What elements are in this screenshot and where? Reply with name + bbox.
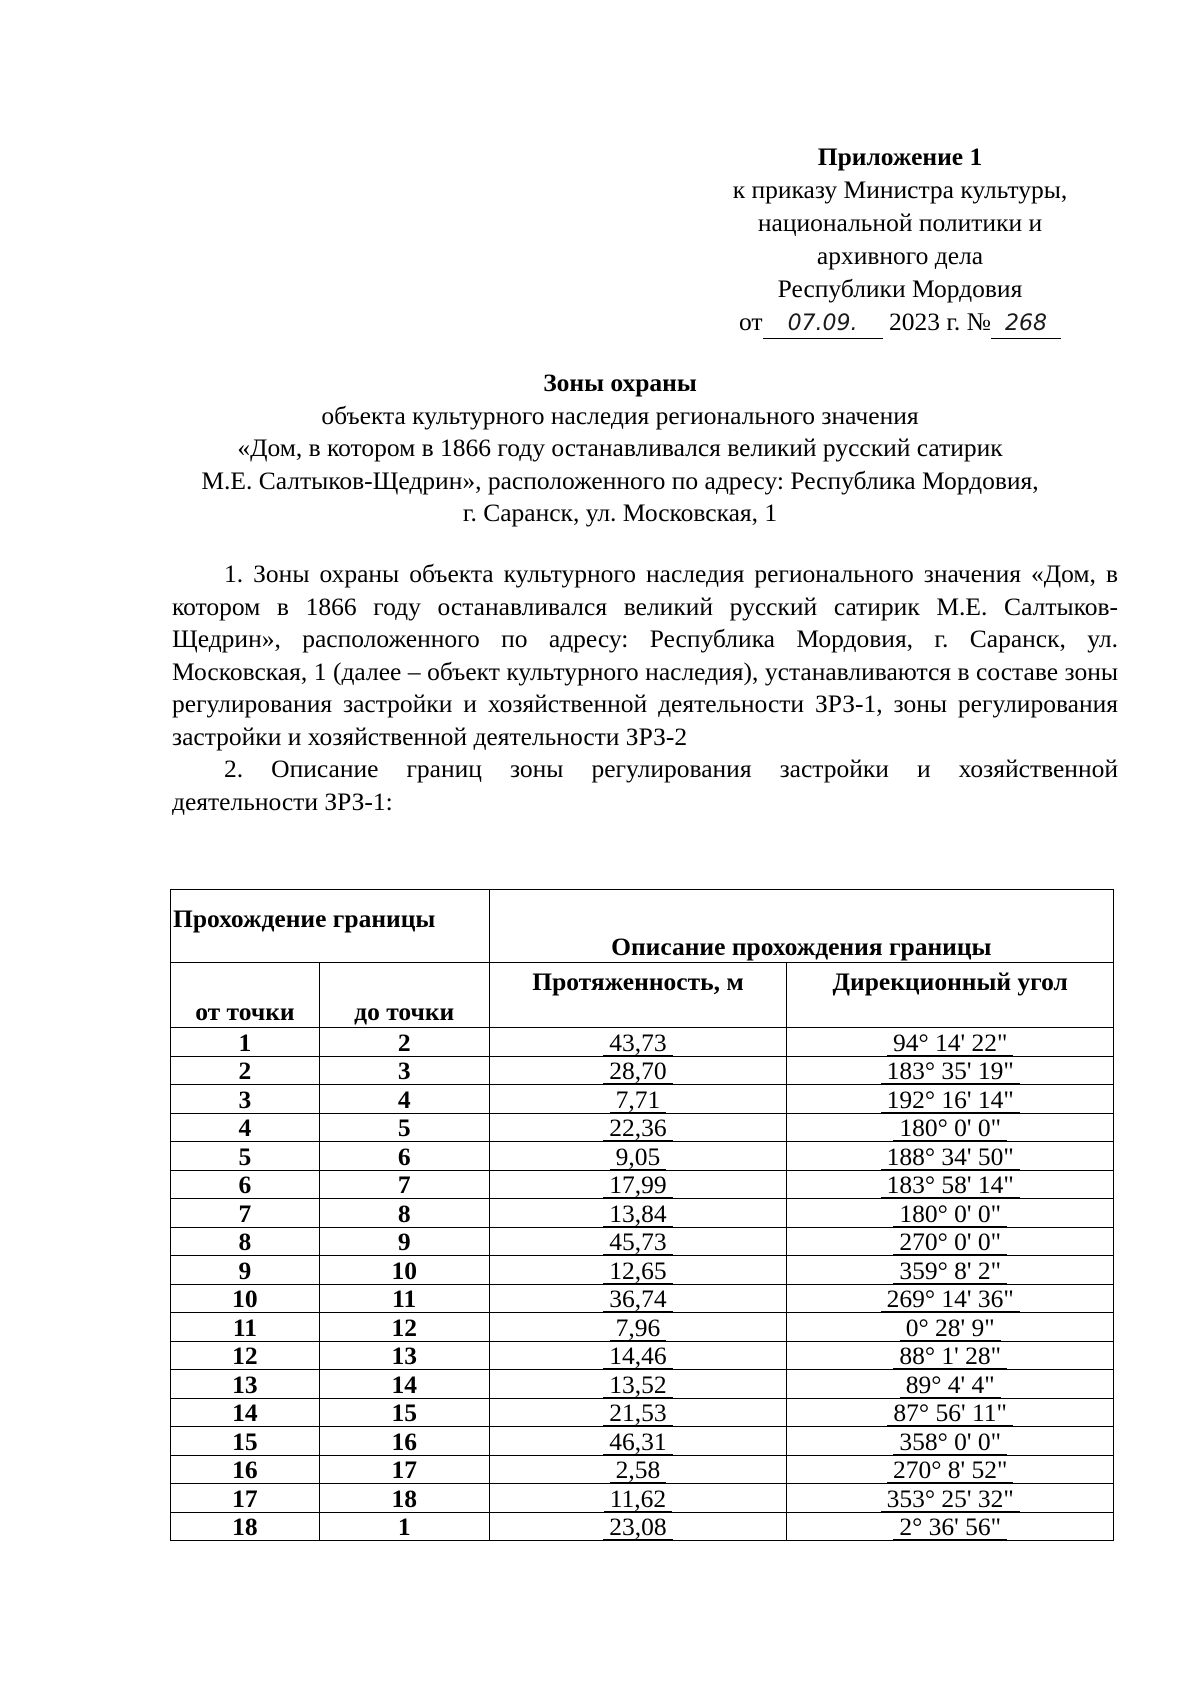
- table-row: [171, 1398, 1114, 1427]
- cell-length: [489, 1341, 787, 1370]
- boundary-table: [170, 889, 1114, 1541]
- cell-angle-value: 89° 4' 4": [900, 1373, 1001, 1398]
- cell-length-value: 17,99: [603, 1173, 672, 1198]
- cell-angle: [787, 1085, 1114, 1114]
- cell-from-value: 6: [238, 1170, 252, 1199]
- header-angle: Дирекционный угол: [787, 963, 1114, 1028]
- cell-to: [319, 1341, 489, 1370]
- cell-to-value: 18: [391, 1483, 417, 1513]
- body-text: [172, 558, 1118, 818]
- appendix-title: Приложение 1: [817, 142, 983, 171]
- cell-angle-value: 359° 8' 2": [893, 1259, 1007, 1284]
- table-row: [171, 1512, 1114, 1541]
- cell-angle-value: 183° 58' 14": [881, 1173, 1020, 1198]
- cell-length-value: 22,36: [603, 1116, 672, 1141]
- cell-angle: [787, 1370, 1114, 1399]
- cell-length-value: 7,96: [610, 1316, 667, 1341]
- table-row: [171, 1341, 1114, 1370]
- cell-angle: [787, 1512, 1114, 1541]
- cell-length-value: 7,71: [610, 1088, 667, 1113]
- handwritten-date: 07.09.: [763, 310, 883, 339]
- cell-from-value: 1: [238, 1027, 252, 1057]
- cell-angle: [787, 1113, 1114, 1142]
- cell-length: [489, 1455, 787, 1484]
- cell-from: [171, 1512, 320, 1541]
- cell-length: [489, 1370, 787, 1399]
- cell-to-value: 5: [397, 1113, 411, 1142]
- cell-angle-value: 269° 14' 36": [881, 1287, 1020, 1312]
- table-row: [171, 1370, 1114, 1399]
- cell-angle: [787, 1284, 1114, 1313]
- cell-to: [319, 1142, 489, 1171]
- cell-length: [489, 1085, 787, 1114]
- cell-to: [319, 1484, 489, 1513]
- cell-from-value: 2: [238, 1056, 252, 1085]
- cell-length-value: 45,73: [603, 1230, 672, 1255]
- cell-from: [171, 1028, 320, 1057]
- cell-angle: [787, 1199, 1114, 1228]
- cell-from: [171, 1227, 320, 1256]
- cell-angle-value: 0° 28' 9": [900, 1316, 1001, 1341]
- table-row: [171, 1142, 1114, 1171]
- cell-angle-value: 358° 0' 0": [893, 1430, 1007, 1455]
- cell-from-value: 4: [238, 1113, 252, 1142]
- paragraph-1: 1. Зоны охраны объекта культурного наследия регионального значения «Дом, в котором в 1866 году останавливался великий русский сатирик М.Е. Салтыков-Щедрин», расположенного по адресу: Республика Мордовия, г. Саранск, ул. Московская, 1 (далее – объект культурного наследия), устанавливаются в составе зоны регулирования застройки и хозяйственной деятельности ЗРЗ-1, зоны регулирования застройки и хозяйственной деятельности ЗРЗ-2: [172, 559, 1118, 751]
- cell-to-value: 8: [397, 1198, 411, 1228]
- cell-from: [171, 1284, 320, 1313]
- cell-angle-value: 183° 35' 19": [881, 1059, 1020, 1084]
- cell-length: [489, 1284, 787, 1313]
- cell-length: [489, 1313, 787, 1342]
- cell-from-value: 18: [232, 1512, 258, 1541]
- cell-from: [171, 1484, 320, 1513]
- cell-to-value: 17: [391, 1455, 417, 1484]
- cell-to: [319, 1113, 489, 1142]
- cell-from-value: 12: [232, 1341, 258, 1370]
- cell-to: [319, 1227, 489, 1256]
- cell-angle: [787, 1170, 1114, 1199]
- table-row: [171, 1484, 1114, 1513]
- cell-angle: [787, 1484, 1114, 1513]
- cell-from-value: 8: [238, 1227, 252, 1256]
- cell-from-value: 17: [232, 1483, 258, 1513]
- cell-to-value: 3: [397, 1056, 411, 1085]
- cell-from: [171, 1170, 320, 1199]
- cell-angle-value: 180° 0' 0": [893, 1116, 1007, 1141]
- header-from: от точки: [171, 963, 320, 1028]
- cell-length-value: 2,58: [610, 1458, 667, 1483]
- handwritten-number: 268: [991, 310, 1061, 339]
- cell-to-value: 14: [391, 1369, 417, 1399]
- cell-to: [319, 1170, 489, 1199]
- cell-to-value: 12: [391, 1312, 417, 1342]
- cell-length-value: 12,65: [603, 1259, 672, 1284]
- cell-length-value: 23,08: [603, 1515, 672, 1540]
- table-row: [171, 1313, 1114, 1342]
- cell-length-value: 9,05: [610, 1145, 667, 1170]
- cell-from: [171, 1313, 320, 1342]
- cell-to: [319, 1512, 489, 1541]
- cell-angle-value: 270° 0' 0": [893, 1230, 1007, 1255]
- cell-to-value: 10: [391, 1255, 417, 1285]
- cell-to: [319, 1256, 489, 1285]
- cell-from: [171, 1256, 320, 1285]
- appendix-line-4: Республики Мордовия: [777, 274, 1023, 303]
- cell-to-value: 13: [391, 1341, 417, 1370]
- cell-to-value: 6: [397, 1141, 411, 1171]
- cell-from-value: 13: [232, 1369, 258, 1399]
- table-row: [171, 1113, 1114, 1142]
- cell-length: [489, 1484, 787, 1513]
- table-row: [171, 1028, 1114, 1057]
- cell-length-value: 46,31: [603, 1430, 672, 1455]
- cell-angle: [787, 1341, 1114, 1370]
- title-line-4: г. Саранск, ул. Московская, 1: [462, 498, 778, 527]
- cell-angle-value: 192° 16' 14": [881, 1088, 1020, 1113]
- cell-length-value: 13,84: [603, 1202, 672, 1227]
- date-prefix: от: [739, 307, 763, 336]
- table-header-row-1: [171, 890, 1114, 963]
- cell-to-value: 16: [391, 1426, 417, 1456]
- document-title: [140, 367, 1100, 530]
- cell-length: [489, 1028, 787, 1057]
- cell-from: [171, 1370, 320, 1399]
- cell-from: [171, 1142, 320, 1171]
- table-row: [171, 1256, 1114, 1285]
- paragraph-2: 2. Описание границ зоны регулирования застройки и хозяйственной деятельности ЗРЗ-1:: [172, 754, 1118, 816]
- cell-angle-value: 188° 34' 50": [881, 1145, 1020, 1170]
- cell-length: [489, 1199, 787, 1228]
- cell-length: [489, 1113, 787, 1142]
- cell-to: [319, 1313, 489, 1342]
- cell-length-value: 36,74: [603, 1287, 672, 1312]
- appendix-line-3: архивного дела: [816, 241, 984, 270]
- table-body: [171, 1028, 1114, 1541]
- table-row: [171, 1199, 1114, 1228]
- cell-angle-value: 94° 14' 22": [887, 1031, 1013, 1056]
- cell-to: [319, 1284, 489, 1313]
- cell-angle-value: 180° 0' 0": [893, 1202, 1007, 1227]
- cell-to: [319, 1455, 489, 1484]
- table-row: [171, 1170, 1114, 1199]
- cell-from: [171, 1199, 320, 1228]
- cell-length: [489, 1398, 787, 1427]
- cell-angle: [787, 1455, 1114, 1484]
- cell-to: [319, 1398, 489, 1427]
- cell-angle: [787, 1313, 1114, 1342]
- cell-angle: [787, 1028, 1114, 1057]
- cell-angle: [787, 1427, 1114, 1456]
- cell-to: [319, 1370, 489, 1399]
- cell-from-value: 10: [232, 1284, 258, 1313]
- appendix-line-2: национальной политики и: [757, 208, 1043, 237]
- cell-length-value: 28,70: [603, 1059, 672, 1084]
- cell-from-value: 11: [232, 1312, 257, 1342]
- cell-length: [489, 1227, 787, 1256]
- cell-angle: [787, 1142, 1114, 1171]
- table-row: [171, 1427, 1114, 1456]
- appendix-line-1: к приказу Министра культуры,: [732, 175, 1068, 204]
- header-to: до точки: [319, 963, 489, 1028]
- cell-length: [489, 1427, 787, 1456]
- cell-length: [489, 1256, 787, 1285]
- title-line-2: «Дом, в котором в 1866 году останавливался великий русский сатирик: [237, 433, 1003, 462]
- cell-angle-value: 270° 8' 52": [887, 1458, 1013, 1483]
- order-date-line: [690, 305, 1110, 339]
- cell-angle-value: 88° 1' 28": [893, 1344, 1007, 1369]
- cell-from-value: 9: [238, 1255, 252, 1285]
- cell-angle-value: 87° 56' 11": [887, 1401, 1013, 1426]
- cell-length: [489, 1056, 787, 1085]
- cell-to: [319, 1056, 489, 1085]
- cell-from: [171, 1113, 320, 1142]
- table-header-row-2: [171, 963, 1114, 1028]
- cell-length-value: 21,53: [603, 1401, 672, 1426]
- cell-from: [171, 1085, 320, 1114]
- cell-length: [489, 1170, 787, 1199]
- cell-from: [171, 1056, 320, 1085]
- table-row: [171, 1455, 1114, 1484]
- cell-from-value: 7: [238, 1198, 252, 1228]
- table-row: [171, 1085, 1114, 1114]
- cell-to: [319, 1028, 489, 1057]
- cell-to-value: 1: [397, 1512, 411, 1541]
- table-row: [171, 1227, 1114, 1256]
- cell-to-value: 9: [397, 1227, 411, 1256]
- cell-angle-value: 2° 36' 56": [893, 1515, 1007, 1540]
- cell-angle-value: 353° 25' 32": [881, 1487, 1020, 1512]
- cell-length-value: 14,46: [603, 1344, 672, 1369]
- table-row: [171, 1056, 1114, 1085]
- cell-length: [489, 1512, 787, 1541]
- cell-length: [489, 1142, 787, 1171]
- cell-from: [171, 1427, 320, 1456]
- cell-to-value: 2: [397, 1027, 411, 1057]
- cell-to: [319, 1085, 489, 1114]
- cell-from: [171, 1398, 320, 1427]
- cell-to-value: 15: [391, 1398, 417, 1427]
- cell-to-value: 4: [397, 1084, 411, 1114]
- header-description: Описание прохождения границы: [489, 890, 1113, 963]
- table-row: [171, 1284, 1114, 1313]
- cell-from-value: 14: [232, 1398, 258, 1427]
- cell-length-value: 43,73: [603, 1031, 672, 1056]
- appendix-header: [690, 140, 1110, 339]
- cell-angle: [787, 1256, 1114, 1285]
- cell-from-value: 5: [238, 1141, 252, 1171]
- year-text: 2023 г. №: [888, 307, 991, 336]
- cell-angle: [787, 1056, 1114, 1085]
- cell-angle: [787, 1398, 1114, 1427]
- cell-from: [171, 1455, 320, 1484]
- header-passage: Прохождение границы: [171, 890, 490, 963]
- cell-to: [319, 1427, 489, 1456]
- cell-from-value: 3: [238, 1084, 252, 1114]
- cell-to-value: 7: [397, 1170, 411, 1199]
- cell-to-value: 11: [392, 1284, 417, 1313]
- title-heading: Зоны охраны: [543, 368, 697, 397]
- title-line-3: М.Е. Салтыков-Щедрин», расположенного по адресу: Республика Мордовия,: [201, 465, 1039, 495]
- cell-to: [319, 1199, 489, 1228]
- cell-length-value: 11,62: [604, 1487, 672, 1512]
- header-length: Протяженность, м: [489, 963, 787, 1028]
- title-line-1: объекта культурного наследия регионального значения: [321, 400, 919, 430]
- cell-from-value: 15: [232, 1426, 258, 1456]
- cell-angle: [787, 1227, 1114, 1256]
- cell-length-value: 13,52: [603, 1373, 672, 1398]
- cell-from: [171, 1341, 320, 1370]
- cell-from-value: 16: [232, 1455, 258, 1484]
